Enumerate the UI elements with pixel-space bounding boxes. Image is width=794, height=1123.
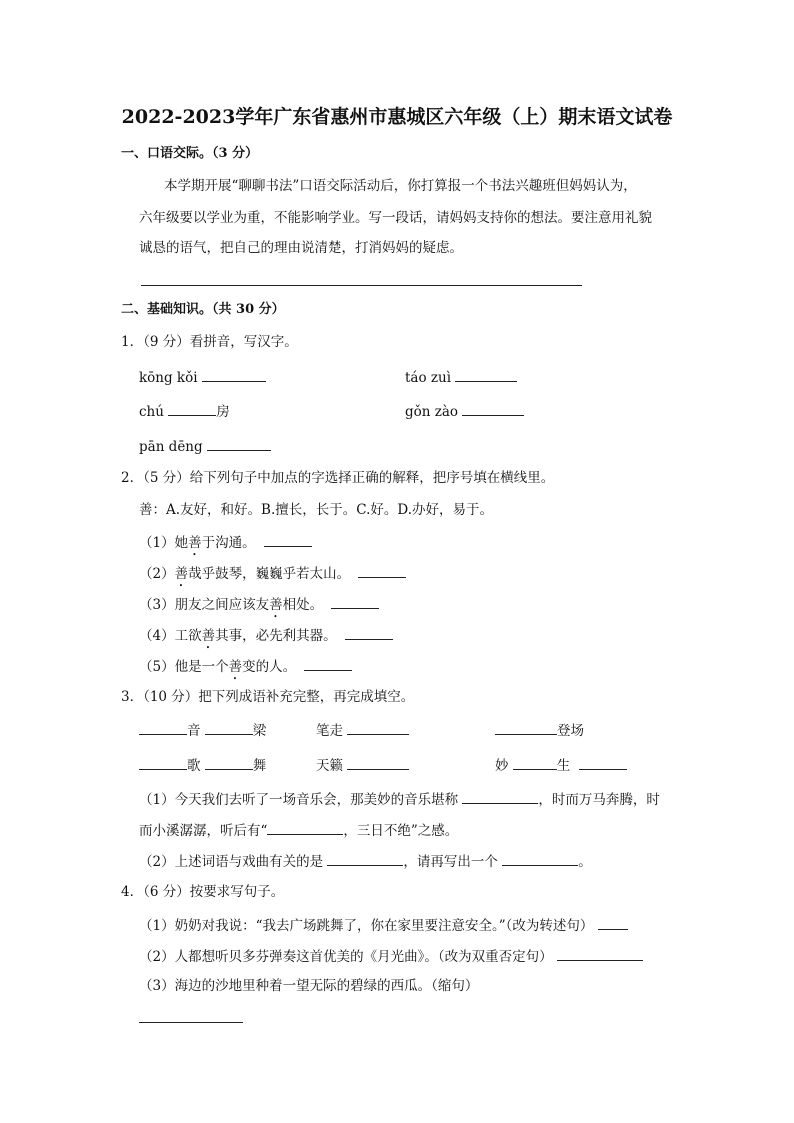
q4-s1: （1）奶奶对我说：“我去广场跳舞了，你在家里要注意安全。”（改为转述句） (139, 918, 594, 934)
q1-blank-4[interactable] (462, 402, 524, 416)
q2-sentence-5 (139, 657, 352, 683)
q3-blank-1a[interactable] (139, 721, 187, 735)
q3-f1-c: 而小溪潺潺，听后有“ (139, 823, 268, 839)
q3-f1-d: ，三日不绝”之感。 (343, 823, 459, 839)
q3-blank-4b[interactable] (205, 756, 253, 770)
q2-s1-post: 于沟通。 (201, 535, 256, 551)
q4-sentence-2 (139, 947, 643, 965)
q1-suffix-3: 房 (216, 404, 230, 420)
q3-blank-3[interactable] (495, 721, 557, 735)
q2-s2-pre: （2） (139, 566, 175, 582)
q1-stem: 1．（9 分）看拼音，写汉字。 (121, 334, 298, 350)
section-2-heading: 二、基础知识。（共 30 分） (121, 302, 285, 317)
q2-s1-key: 善 (188, 535, 202, 551)
q2-sentence-2 (139, 564, 406, 590)
q3-r1c3: 登场 (557, 723, 584, 739)
q3-blank-6b[interactable] (579, 756, 627, 770)
q3-fill-blank-2[interactable] (267, 821, 343, 835)
q2-s3-key: 善 (269, 597, 283, 613)
q3-f1-b: ，时而万马奔腾，时 (538, 792, 660, 808)
q4-blank-2[interactable] (557, 947, 643, 961)
q1-item-3 (139, 402, 230, 420)
q3-r2c1b: 舞 (252, 758, 267, 774)
exam-title: 2022-2023学年广东省惠州市惠城区六年级（上）期末语文试卷 (121, 106, 673, 128)
q1-pinyin-3: chú (139, 404, 164, 420)
q2-blank-1[interactable] (264, 533, 312, 547)
q1-item-4 (405, 402, 524, 420)
q1-blank-2[interactable] (455, 368, 517, 382)
q3-blank-1b[interactable] (205, 721, 253, 735)
q1-item-5 (139, 437, 271, 455)
q2-sentence-3 (139, 595, 379, 621)
section-1-answer-line[interactable] (141, 285, 582, 286)
q3-f2-b: ，请再写出一个 (403, 854, 498, 870)
q1-pinyin-5: pān dēng (139, 439, 203, 455)
q2-blank-2[interactable] (358, 564, 406, 578)
q1-pinyin-4: gǒn zào (405, 404, 459, 420)
q3-idiom-5 (316, 756, 409, 774)
q1-item-1 (139, 368, 266, 386)
q3-f1-a: （1）今天我们去听了一场音乐会，那美妙的音乐堪称 (139, 792, 459, 808)
q3-stem: 3．（10 分）把下列成语补充完整，再完成填空。 (121, 689, 415, 705)
q2-stem: 2．（5 分）给下列句子中加点的字选择正确的解释，把序号填在横线里。 (121, 470, 555, 486)
section-1-para-line-3: 诚恳的语气，把自己的理由说清楚，打消妈妈的疑虑。 (139, 240, 463, 256)
q2-s4-key: 善 (201, 628, 216, 644)
q3-fill-blank-4[interactable] (502, 852, 578, 866)
q4-s2: （2）人都想听贝多芬弹奏这首优美的《月光曲》。（改为双重否定句） (139, 949, 553, 965)
q3-blank-2[interactable] (347, 721, 409, 735)
q3-r2c1a: 歌 (187, 758, 201, 774)
q3-idiom-2 (316, 721, 409, 739)
q3-idiom-3 (495, 721, 584, 739)
q1-blank-3[interactable] (168, 402, 216, 416)
q2-s3-post: 相处。 (282, 597, 324, 613)
q3-r1c1b: 梁 (252, 723, 267, 739)
q2-s4-pre: （4）工欲 (139, 628, 202, 644)
q2-options: 善：A.友好，和好。B.擅长，长于。C.好。D.办好，易于。 (139, 502, 494, 518)
q3-r2c2: 天籁 (316, 758, 343, 774)
section-1-para-line-2: 六年级要以学业为重，不能影响学业。写一段话，请妈妈支持你的想法。要注意用礼貌 (139, 210, 652, 226)
q2-s4-post: 其事，必先利其器。 (215, 628, 337, 644)
q1-pinyin-2: táo zuì (405, 370, 452, 386)
q3-fill-2 (139, 852, 592, 870)
q3-f2-c: 。 (578, 854, 592, 870)
q4-stem: 4．（6 分）按要求写句子。 (121, 884, 285, 900)
q1-blank-1[interactable] (202, 368, 266, 382)
q3-idiom-6 (495, 756, 627, 774)
q3-r2c3a: 妙 (495, 758, 509, 774)
q3-fill-1-line-1 (139, 790, 660, 808)
q2-s5-key: 善 (228, 659, 243, 675)
q2-sentence-1 (139, 533, 312, 559)
q3-fill-blank-1[interactable] (462, 790, 538, 804)
q1-pinyin-1: kōng kǒi (139, 370, 198, 386)
q4-sentence-3: （3）海边的沙地里种着一望无际的碧绿的西瓜。（缩句） (139, 978, 479, 994)
q4-sentence-1 (139, 916, 628, 934)
q2-blank-4[interactable] (345, 626, 393, 640)
q2-s3-pre: （3）朋友之间应该友 (139, 597, 270, 613)
q3-r1c1a: 音 (187, 723, 201, 739)
q3-fill-1-line-2 (139, 821, 458, 839)
section-1-para-line-1: 本学期开展“聊聊书法”口语交际活动后，你打算报一个书法兴趣班但妈妈认为， (164, 178, 637, 194)
q4-blank-1[interactable] (598, 916, 628, 930)
q2-sentence-4 (139, 626, 393, 652)
q3-r2c3b: 生 (556, 758, 571, 774)
q2-blank-5[interactable] (304, 657, 352, 671)
q2-blank-3[interactable] (331, 595, 379, 609)
q2-s5-pre: （5）他是一个 (139, 659, 229, 675)
q3-blank-4a[interactable] (139, 756, 187, 770)
section-1-heading: 一、口语交际。（3 分） (121, 146, 259, 161)
q3-f2-a: （2）上述词语与戏曲有关的是 (139, 854, 324, 870)
q2-s1-pre: （1）她 (139, 535, 189, 551)
q3-r1c2: 笔走 (316, 723, 343, 739)
q3-blank-5[interactable] (347, 756, 409, 770)
q1-blank-5[interactable] (207, 437, 271, 451)
q2-s5-post: 变的人。 (242, 659, 297, 675)
q3-idiom-4 (139, 756, 266, 774)
q4-blank-3[interactable] (139, 1022, 243, 1023)
q3-blank-6a[interactable] (513, 756, 557, 770)
q2-s2-key: 善 (174, 566, 189, 582)
q3-idiom-1 (139, 721, 266, 739)
q3-fill-blank-3[interactable] (327, 852, 403, 866)
q2-s2-post: 哉乎鼓琴，巍巍乎若太山。 (188, 566, 351, 582)
q1-item-2 (405, 368, 517, 386)
